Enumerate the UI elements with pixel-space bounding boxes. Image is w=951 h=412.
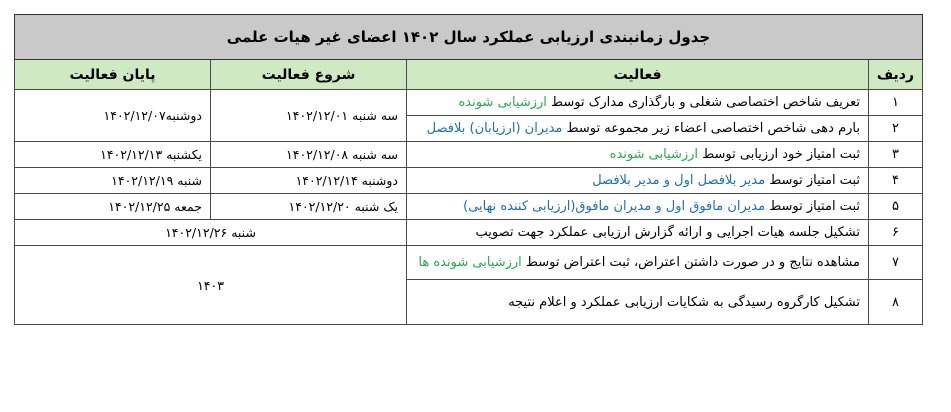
activity-cell bbox=[407, 168, 869, 194]
start-date: یک شنبه ۱۴۰۲/۱۲/۲۰ bbox=[211, 194, 407, 220]
row-number: ۳ bbox=[869, 142, 923, 168]
activity-highlight: مدیران مافوق اول و مدیران مافوق(ارزیابی کننده نهایی) bbox=[463, 199, 766, 214]
table-row bbox=[15, 142, 923, 168]
activity-cell bbox=[407, 194, 869, 220]
end-date: یکشنبه ۱۴۰۲/۱۲/۱۳ bbox=[15, 142, 211, 168]
header-row bbox=[15, 60, 923, 90]
date-cell-merged: ۱۴۰۳ bbox=[15, 246, 407, 325]
activity-highlight: ارزشیابی شونده ها bbox=[418, 255, 522, 270]
row-number: ۲ bbox=[869, 116, 923, 142]
activity-cell bbox=[407, 280, 869, 325]
table-row bbox=[15, 246, 923, 280]
table-row bbox=[15, 194, 923, 220]
header-end: پایان فعالیت bbox=[15, 60, 211, 90]
end-date: جمعه ۱۴۰۲/۱۲/۲۵ bbox=[15, 194, 211, 220]
activity-cell bbox=[407, 220, 869, 246]
table-row bbox=[15, 168, 923, 194]
activity-text: ثبت امتیاز توسط bbox=[765, 199, 860, 214]
start-date: دوشنبه ۱۴۰۲/۱۲/۱۴ bbox=[211, 168, 407, 194]
row-number: ۴ bbox=[869, 168, 923, 194]
row-number: ۵ bbox=[869, 194, 923, 220]
row-number: ۸ bbox=[869, 280, 923, 325]
header-activity: فعالیت bbox=[407, 60, 869, 90]
table-row bbox=[15, 220, 923, 246]
activity-text: تعریف شاخص اختصاصی شغلی و بارگذاری مدارک توسط bbox=[546, 95, 860, 110]
table-title: جدول زمانبندی ارزیابی عملکرد سال ۱۴۰۲ اعضای غیر هیات علمی bbox=[15, 15, 923, 60]
header-row-number: ردیف bbox=[869, 60, 923, 90]
table-row bbox=[15, 90, 923, 116]
activity-text: تشکیل جلسه هیات اجرایی و ارائه گزارش ارزیابی عملکرد جهت تصویب bbox=[475, 225, 860, 240]
start-date: سه شنبه ۱۴۰۲/۱۲/۰۸ bbox=[211, 142, 407, 168]
activity-text: بارم دهی شاخص اختصاصی اعضاء زیر مجموعه توسط bbox=[562, 121, 860, 136]
end-date: شنبه ۱۴۰۲/۱۲/۱۹ bbox=[15, 168, 211, 194]
activity-cell bbox=[407, 90, 869, 116]
row-number: ۶ bbox=[869, 220, 923, 246]
row-number: ۷ bbox=[869, 246, 923, 280]
start-date: سه شنبه ۱۴۰۲/۱۲/۰۱ bbox=[211, 90, 407, 142]
end-date: دوشنبه۱۴۰۲/۱۲/۰۷ bbox=[15, 90, 211, 142]
date-cell-merged: شنبه ۱۴۰۲/۱۲/۲۶ bbox=[15, 220, 407, 246]
activity-text: ثبت امتیاز توسط bbox=[765, 173, 860, 188]
activity-text: تشکیل کارگروه رسیدگی به شکایات ارزیابی عملکرد و اعلام نتیجه bbox=[508, 294, 860, 310]
activity-highlight: ارزشیابی شونده bbox=[609, 147, 699, 162]
activity-text: ثبت امتیاز خود ارزیابی توسط bbox=[698, 147, 860, 162]
activity-cell bbox=[407, 116, 869, 142]
activity-cell bbox=[407, 246, 869, 280]
activity-text: مشاهده نتایج و در صورت داشتن اعتراض، ثبت اعتراض توسط bbox=[521, 255, 860, 270]
activity-highlight: ارزشیابی شونده bbox=[458, 95, 547, 110]
activity-highlight: مدیران (ارزیابان) بلافصل bbox=[426, 121, 563, 136]
schedule-table bbox=[14, 14, 923, 325]
header-start: شروع فعالیت bbox=[211, 60, 407, 90]
activity-highlight: مدیر بلافصل اول و مدیر بلافصل bbox=[592, 173, 766, 188]
row-number: ۱ bbox=[869, 90, 923, 116]
activity-cell bbox=[407, 142, 869, 168]
